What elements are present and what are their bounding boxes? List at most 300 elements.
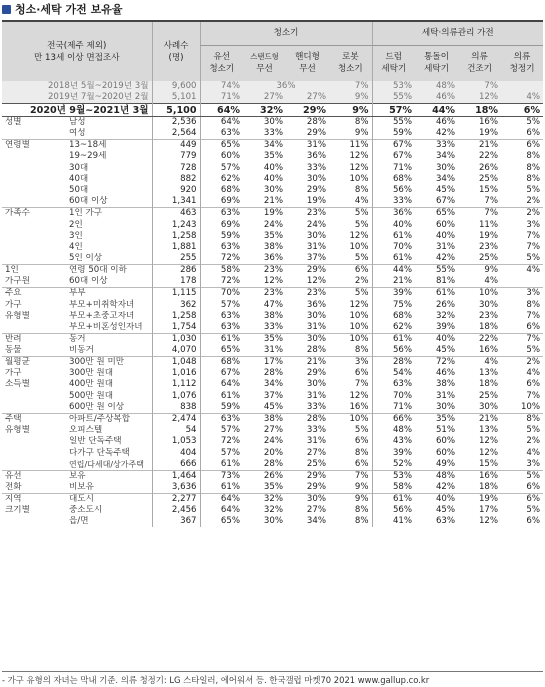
- value-cell: 25%: [478, 390, 499, 401]
- value-cell: 12%: [263, 276, 284, 287]
- sample-size-cell: 1,048: [152, 356, 200, 368]
- category-label: 지역: [2, 493, 66, 505]
- subgroup-label: 5인 이상: [69, 253, 103, 264]
- value-cell: 40%: [372, 219, 415, 230]
- category-label: 가구원: [5, 276, 30, 287]
- value-cell: 12%: [478, 436, 499, 447]
- value-cell: 72%: [200, 253, 243, 265]
- value-cell: 5%: [329, 208, 372, 220]
- value-cell: 8%: [354, 117, 369, 128]
- value-cell: 31%: [435, 390, 456, 401]
- column-header-line: 무선: [256, 64, 273, 75]
- sample-size-cell: 1,754: [152, 322, 200, 334]
- value-cell: 36%: [372, 208, 415, 220]
- value-cell: 33%: [263, 128, 284, 139]
- value-cell: 9%: [329, 104, 372, 117]
- table-row: [2, 333, 543, 345]
- subgroup-label: 부모+비혼성인자녀: [69, 321, 143, 332]
- current-total-row: [2, 104, 543, 117]
- sample-size-cell: 2,474: [152, 413, 200, 425]
- value-cell: 58%: [372, 482, 415, 494]
- header-corner-line2: 만 13세 이상 면접조사: [33, 52, 120, 63]
- value-cell: 64%: [200, 117, 243, 129]
- value-cell: 19%: [306, 196, 327, 207]
- value-cell: 10%: [349, 242, 369, 253]
- column-header-line: 의류: [513, 52, 531, 63]
- category-label: [2, 185, 66, 196]
- value-cell: 35%: [243, 333, 286, 345]
- value-cell: 9%: [329, 493, 372, 505]
- value-cell: 63%: [372, 379, 415, 390]
- value-cell: 34%: [263, 379, 284, 390]
- value-cell: 67%: [372, 151, 415, 162]
- sample-size-cell: 5,100: [152, 104, 200, 117]
- value-cell: 10%: [458, 288, 501, 300]
- value-cell: 7%: [458, 208, 501, 220]
- value-cell: 53%: [372, 81, 415, 92]
- value-cell: 30%: [306, 230, 327, 241]
- value-cell: 2%: [501, 208, 543, 220]
- value-cell: 19%: [478, 128, 499, 139]
- sample-size-cell: 1,464: [152, 470, 200, 482]
- table-row: [2, 311, 543, 322]
- value-cell: 70%: [372, 391, 415, 402]
- value-cell: 68%: [200, 185, 243, 196]
- value-cell: 2%: [354, 276, 369, 287]
- value-cell: 34%: [306, 516, 327, 527]
- sample-size-cell: 920: [152, 185, 200, 196]
- column-header-line: 스탠드형: [250, 52, 279, 62]
- value-cell: 55%: [372, 92, 415, 104]
- sample-size-cell: 367: [152, 516, 200, 527]
- value-cell: 32%: [243, 104, 286, 117]
- value-cell: 33%: [306, 425, 327, 435]
- value-cell: 23%: [243, 265, 286, 277]
- subgroup-label: 500만 원대: [69, 390, 114, 401]
- subgroup-label: 13~18세: [66, 140, 152, 152]
- category-label: 주택: [2, 413, 66, 425]
- value-cell: 8%: [354, 516, 369, 527]
- value-cell: 29%: [286, 104, 329, 117]
- subgroup-label: 보유: [66, 470, 152, 482]
- value-cell: 60%: [435, 219, 456, 230]
- subgroup-label: 연립/다세대/상가주택: [69, 459, 144, 469]
- value-cell: 45%: [435, 185, 456, 196]
- value-cell: 8%: [526, 299, 541, 310]
- value-cell: 64%: [200, 379, 243, 390]
- category-label: [2, 174, 66, 185]
- subgroup-label: 다가구 단독주택: [69, 447, 130, 458]
- subgroup-label: 30대: [69, 162, 89, 173]
- category-label: 유형별: [5, 310, 30, 321]
- value-cell: 20%: [263, 447, 284, 458]
- page-title: [2, 1, 122, 17]
- value-cell: 65%: [200, 140, 243, 152]
- value-cell: 70%: [372, 242, 415, 253]
- value-cell: 16%: [458, 470, 501, 482]
- value-cell: 71%: [372, 402, 415, 414]
- subgroup-label: 동거: [66, 333, 152, 345]
- value-cell: 74%: [200, 81, 243, 92]
- value-cell: 6%: [354, 436, 369, 447]
- header-corner: [2, 21, 152, 81]
- value-cell: 26%: [478, 162, 499, 173]
- value-cell: 57%: [200, 163, 243, 174]
- subgroup-label: 300만 원 미만: [66, 356, 152, 368]
- category-label: [2, 231, 66, 242]
- value-cell: 25%: [478, 253, 499, 264]
- column-header-line: 청소기: [337, 64, 363, 75]
- value-cell: 51%: [435, 425, 456, 435]
- value-cell: 6%: [526, 321, 541, 332]
- category-label: [2, 253, 66, 265]
- value-cell: 61%: [415, 288, 458, 300]
- table-row: [2, 413, 543, 425]
- value-cell: 28%: [306, 344, 327, 355]
- value-cell: 11%: [329, 140, 372, 152]
- sample-size-cell: 54: [152, 425, 200, 436]
- value-cell: 9%: [354, 481, 369, 492]
- value-cell: 40%: [435, 230, 456, 241]
- value-cell: 41%: [372, 516, 415, 527]
- subgroup-label: 60대 이상: [69, 276, 108, 287]
- subgroup-label: 19~29세: [69, 151, 107, 162]
- sample-size-cell: 1,076: [152, 391, 200, 402]
- value-cell: 61%: [200, 333, 243, 345]
- value-cell: 53%: [372, 470, 415, 482]
- value-cell: 30%: [286, 333, 329, 345]
- value-cell: 33%: [306, 401, 327, 412]
- value-cell: 28%: [263, 458, 284, 469]
- subgroup-label: 남성: [69, 117, 86, 128]
- value-cell: 5%: [526, 253, 541, 264]
- subgroup-label: 4인: [69, 242, 83, 253]
- sample-size-cell: 1,115: [152, 288, 200, 300]
- value-cell: 46%: [415, 92, 458, 104]
- sample-size-cell: 404: [152, 447, 200, 458]
- value-cell: 5%: [526, 504, 541, 515]
- value-cell: 4%: [501, 92, 543, 104]
- sample-size-cell: 5,101: [152, 92, 200, 104]
- value-cell: 8%: [354, 185, 369, 196]
- value-cell: 30%: [306, 174, 327, 185]
- category-label: [2, 196, 66, 208]
- table-row: [2, 196, 543, 208]
- value-cell: 28%: [306, 117, 327, 128]
- sample-size-cell: 1,341: [152, 196, 200, 208]
- value-cell: 10%: [349, 310, 369, 321]
- value-cell: 23%: [243, 288, 286, 300]
- value-cell: 7%: [484, 196, 499, 207]
- value-cell: 30%: [263, 185, 284, 196]
- column-header-line: 세탁기: [381, 64, 407, 75]
- value-cell: 72%: [415, 356, 458, 368]
- value-cell: 5%: [354, 253, 369, 264]
- value-cell: 45%: [435, 504, 456, 515]
- value-cell: 38%: [263, 242, 284, 253]
- value-cell: 81%: [435, 276, 456, 287]
- sample-size-cell: 1,016: [152, 368, 200, 379]
- table-row: [2, 345, 543, 357]
- header-n-unit: (명): [168, 52, 184, 63]
- value-cell: 60%: [200, 151, 243, 162]
- value-cell: 56%: [372, 345, 415, 357]
- value-cell: 61%: [372, 231, 415, 242]
- value-cell: 40%: [415, 333, 458, 345]
- value-cell: 23%: [478, 310, 499, 321]
- value-cell: 24%: [263, 436, 284, 447]
- subgroup-label: 중소도시: [69, 504, 103, 515]
- value-cell: 48%: [415, 81, 458, 92]
- subgroup-label: 600만 원 이상: [69, 401, 125, 412]
- value-cell: 59%: [200, 402, 243, 414]
- value-cell: 31%: [306, 436, 327, 447]
- value-cell: [501, 276, 543, 288]
- value-cell: 57%: [200, 447, 243, 458]
- value-cell: 29%: [306, 128, 327, 139]
- table-row: [2, 470, 543, 482]
- value-cell: 62%: [372, 322, 415, 334]
- value-cell: 33%: [372, 196, 415, 208]
- table-row: [2, 117, 543, 129]
- value-cell: 64%: [200, 104, 243, 117]
- value-cell: 63%: [200, 311, 243, 322]
- value-cell: 7%: [501, 333, 543, 345]
- sample-size-cell: 838: [152, 402, 200, 414]
- table-row: [2, 379, 543, 390]
- table-row: [2, 231, 543, 242]
- header-group-cleaner: 청소기: [200, 21, 372, 45]
- value-cell: 39%: [435, 321, 456, 332]
- sample-size-cell: 1,112: [152, 379, 200, 390]
- value-cell: 23%: [478, 242, 499, 253]
- table-row: [2, 425, 543, 436]
- value-cell: 63%: [435, 516, 456, 527]
- value-cell: 12%: [349, 299, 369, 310]
- value-cell: 64%: [200, 505, 243, 516]
- value-cell: 34%: [435, 174, 456, 185]
- value-cell: 8%: [526, 162, 541, 173]
- value-cell: 42%: [435, 481, 456, 492]
- value-cell: 4%: [526, 368, 541, 379]
- value-cell: 30%: [478, 401, 499, 412]
- table-row: [2, 163, 543, 174]
- value-cell: 70%: [200, 288, 243, 300]
- value-cell: 6%: [526, 379, 541, 390]
- value-cell: 35%: [263, 481, 284, 492]
- value-cell: 36%: [243, 81, 329, 92]
- subgroup-label: 400만 원대: [69, 379, 114, 390]
- header-group-laundry: 세탁·의류관리 가전: [372, 21, 543, 45]
- table-row: [2, 174, 543, 185]
- value-cell: 63%: [200, 242, 243, 253]
- value-cell: 68%: [372, 174, 415, 185]
- subgroup-label: 300만 원대: [69, 368, 114, 379]
- value-cell: 66%: [372, 413, 415, 425]
- footnote: - 가구 유형의 자녀는 막내 기준. 의류 청정기: LG 스타일러, 에어워셔 등. 한국갤럽 마켓70 2021 www.gallup.co.kr: [2, 671, 543, 685]
- value-cell: 24%: [263, 219, 284, 230]
- value-cell: 55%: [372, 117, 415, 129]
- value-cell: 4%: [484, 276, 499, 287]
- value-cell: 19%: [478, 230, 499, 241]
- value-cell: 56%: [372, 185, 415, 196]
- value-cell: 6%: [526, 128, 541, 139]
- value-cell: 35%: [263, 151, 284, 162]
- value-cell: 12%: [349, 390, 369, 401]
- value-cell: 47%: [263, 299, 284, 310]
- value-cell: 11%: [478, 219, 499, 230]
- value-cell: 27%: [263, 425, 284, 435]
- value-cell: 3%: [501, 288, 543, 300]
- table-row: [2, 368, 543, 379]
- value-cell: 65%: [200, 516, 243, 527]
- category-label: 연령별: [2, 140, 66, 152]
- value-cell: 31%: [306, 390, 327, 401]
- sample-size-cell: 1,258: [152, 311, 200, 322]
- sample-size-cell: 1,243: [152, 219, 200, 230]
- column-header: [372, 45, 415, 81]
- value-cell: 61%: [372, 493, 415, 505]
- subgroup-label: 여성: [69, 128, 86, 139]
- value-cell: 19%: [243, 208, 286, 220]
- value-cell: 23%: [286, 208, 329, 220]
- value-cell: 21%: [458, 140, 501, 152]
- sample-size-cell: 1,030: [152, 333, 200, 345]
- table-row: [2, 482, 543, 494]
- value-cell: 56%: [372, 505, 415, 516]
- category-label: [2, 219, 66, 230]
- category-label: [2, 242, 66, 253]
- value-cell: 28%: [372, 356, 415, 368]
- value-cell: 7%: [526, 310, 541, 321]
- value-cell: 7%: [458, 81, 501, 92]
- value-cell: 67%: [372, 140, 415, 152]
- value-cell: 6%: [329, 265, 372, 277]
- value-cell: 61%: [200, 391, 243, 402]
- value-cell: 22%: [478, 151, 499, 162]
- value-cell: 31%: [306, 321, 327, 332]
- value-cell: 9%: [354, 128, 369, 139]
- value-cell: 45%: [435, 344, 456, 355]
- value-cell: 21%: [458, 413, 501, 425]
- value-cell: 31%: [306, 242, 327, 253]
- subgroup-label: 60대 이상: [69, 196, 108, 207]
- value-cell: 4%: [354, 196, 369, 207]
- sample-size-cell: 779: [152, 151, 200, 162]
- value-cell: 9%: [329, 92, 372, 104]
- value-cell: 29%: [306, 185, 327, 196]
- category-label: 유선: [2, 470, 66, 482]
- value-cell: 73%: [200, 470, 243, 482]
- value-cell: 60%: [435, 436, 456, 447]
- value-cell: 46%: [435, 117, 456, 128]
- value-cell: 30%: [478, 299, 499, 310]
- table-row: [2, 185, 543, 196]
- header-sample-size: [152, 21, 200, 81]
- table-row: [2, 276, 543, 288]
- value-cell: 3%: [329, 356, 372, 368]
- value-cell: 29%: [306, 481, 327, 492]
- subgroup-label: 부모+초중고자녀: [69, 310, 135, 321]
- value-cell: 6%: [354, 368, 369, 379]
- value-cell: 62%: [200, 174, 243, 185]
- sample-size-cell: 882: [152, 174, 200, 185]
- table-row: [2, 505, 543, 516]
- value-cell: 32%: [435, 310, 456, 321]
- value-cell: 48%: [372, 425, 415, 436]
- value-cell: 17%: [478, 504, 499, 515]
- column-header: [243, 45, 286, 81]
- value-cell: 65%: [415, 208, 458, 220]
- column-header-line: 핸디형: [295, 52, 320, 63]
- table-row: [2, 493, 543, 505]
- value-cell: 8%: [354, 504, 369, 515]
- table-row: [2, 265, 543, 277]
- value-cell: 33%: [415, 140, 458, 152]
- value-cell: 8%: [526, 174, 541, 185]
- table-row: [2, 402, 543, 414]
- value-cell: 5%: [526, 117, 541, 128]
- value-cell: 27%: [306, 447, 327, 458]
- value-cell: 12%: [478, 516, 499, 527]
- value-cell: 31%: [286, 140, 329, 152]
- value-cell: 29%: [286, 265, 329, 277]
- value-cell: 8%: [354, 344, 369, 355]
- value-cell: 15%: [478, 458, 499, 469]
- table-row: [2, 140, 543, 152]
- category-label: 소득별: [5, 379, 30, 390]
- value-cell: 34%: [243, 140, 286, 152]
- value-cell: 48%: [415, 470, 458, 482]
- category-label: [2, 516, 66, 527]
- value-cell: 35%: [263, 230, 284, 241]
- value-cell: 18%: [458, 104, 501, 117]
- table-row: [2, 219, 543, 230]
- year-label: 2018년 5월~2019년 3월: [2, 81, 152, 92]
- value-cell: 44%: [415, 104, 458, 117]
- category-label: [2, 402, 66, 414]
- column-header-line: 건조기: [467, 64, 492, 75]
- value-cell: 42%: [435, 253, 456, 264]
- value-cell: 13%: [478, 425, 499, 435]
- value-cell: 39%: [372, 288, 415, 300]
- value-cell: 16%: [349, 401, 369, 412]
- value-cell: 46%: [435, 368, 456, 379]
- category-label: [2, 322, 66, 334]
- sample-size-cell: 2,536: [152, 117, 200, 129]
- value-cell: 5%: [526, 185, 541, 196]
- value-cell: 40%: [415, 493, 458, 505]
- value-cell: 17%: [243, 356, 286, 368]
- value-cell: 4%: [526, 447, 541, 458]
- header-n-label: 사례수: [163, 40, 189, 51]
- column-header: [329, 45, 372, 81]
- value-cell: 40%: [263, 162, 284, 173]
- column-header: [286, 45, 329, 81]
- category-label: [2, 436, 66, 447]
- table-row: [2, 208, 543, 220]
- sample-size-cell: 2,277: [152, 493, 200, 505]
- header-row-1: [2, 21, 543, 45]
- value-cell: 8%: [526, 151, 541, 162]
- sample-size-cell: 449: [152, 140, 200, 152]
- value-cell: 57%: [200, 299, 243, 310]
- value-cell: 45%: [263, 401, 284, 412]
- value-cell: 59%: [372, 128, 415, 140]
- value-cell: 71%: [200, 92, 243, 104]
- value-cell: 26%: [243, 470, 286, 482]
- value-cell: 23%: [286, 288, 329, 300]
